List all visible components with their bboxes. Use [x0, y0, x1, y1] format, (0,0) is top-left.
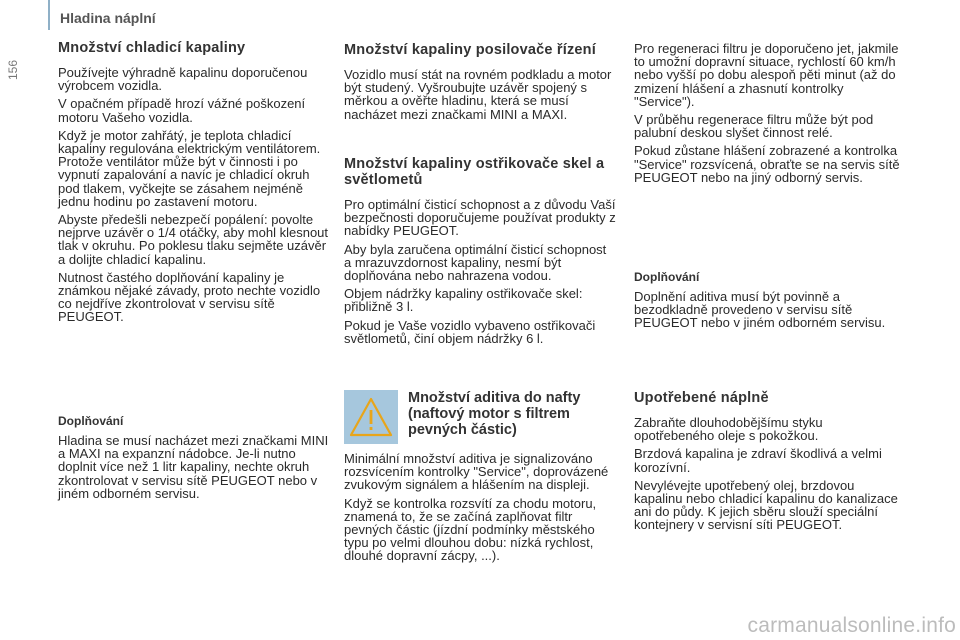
coolant-paragraph: Abyste předešli nebezpečí popálení: povolte nejprve uzávěr o 1/4 otáčky, aby mohl klesnout tlak v okruhu. Po poklesu tlaku sejměte uzávěr a dolijte chladicí kapalinu. — [58, 212, 329, 267]
used-fluids-paragraph: Zabraňte dlouhodobějšímu styku opotřebeného oleje s pokožkou. — [634, 415, 823, 444]
steering-heading: Množství kapaliny posilovače řízení — [344, 42, 596, 58]
used-fluids-paragraph: Nevylévejte upotřebený olej, brzdovou kapalinu nebo chladicí kapalinu do kanalizace ani do půdy. K jejich sběru slouží speciální kontejnery v servisní síti PEUGEOT. — [634, 477, 898, 533]
warning-triangle-icon — [344, 390, 398, 444]
washer-heading: Množství kapaliny ostřikovače skel a světlometů — [344, 156, 605, 188]
additive-refill-section — [634, 270, 906, 335]
header-accent-bar — [48, 0, 50, 30]
page-number-wrap — [6, 60, 22, 100]
washer-paragraph: Pro optimální čisticí schopnost a z důvodu Vaší bezpečnosti doporučujeme používat produkty z nabídky PEUGEOT. — [344, 197, 616, 239]
steering-section — [344, 42, 616, 126]
section-title: Hladina náplní — [60, 10, 156, 26]
used-fluids-heading: Upotřebené náplně — [634, 390, 769, 406]
regeneration-section — [634, 42, 906, 189]
page-number: 156 — [6, 60, 20, 81]
washer-paragraph: Pokud je Vaše vozidlo vybaveno ostřikovači světlometů, činí objem nádržky 6 l. — [344, 317, 596, 346]
additive-paragraph: Minimální množství aditiva je signalizováno rozsvícením kontrolky "Service", doprovázené zvukovým signálem a hlášením na displeji. — [344, 451, 609, 493]
regeneration-paragraph: V průběhu regenerace filtru může být pod palubní deskou slyšet činnost relé. — [634, 112, 874, 141]
washer-paragraph: Aby byla zaručena optimální čisticí schopnost a mrazuvzdornost kapaliny, nesmí být doplňována nebo nahrazena vodou. — [344, 241, 607, 284]
regeneration-paragraph: Pro regeneraci filtru je doporučeno jet, jakmile to umožní dopravní situace, rychlostí 60 km/h nebo vyšší po dobu alespoň pěti minut (až do zmizení hlášení a zhasnutí kontrolky "Service"). — [634, 41, 899, 109]
coolant-refill-section — [58, 414, 330, 505]
coolant-heading: Množství chladicí kapaliny — [58, 40, 246, 56]
coolant-section — [58, 40, 330, 329]
coolant-paragraph: Nutnost častého doplňování kapaliny je známkou nějaké závady, proto nechte vozidlo co nejdříve zkontrolovat v servisu sítě PEUGEOT. — [58, 269, 321, 325]
washer-paragraph: Objem nádržky kapaliny ostřikovače skel: přibližně 3 l. — [344, 286, 583, 315]
warning-icon-box — [344, 390, 398, 444]
coolant-refill-heading: Doplňování — [58, 414, 124, 428]
watermark: carmanualsonline.info — [747, 614, 956, 637]
additive-refill-heading: Doplňování — [634, 270, 700, 284]
washer-section — [344, 156, 616, 350]
additive-heading: Množství aditiva do nafty (naftový motor s filtrem pevných částic) — [408, 390, 581, 438]
steering-paragraph: Vozidlo musí stát na rovném podkladu a motor být studený. Vyšroubujte uzávěr spojený s měrkou a ověřte hladinu, která se musí nacházet mezi značkami MINI a MAXI. — [344, 67, 612, 122]
coolant-paragraph: Používejte výhradně kapalinu doporučenou výrobcem vozidla. — [58, 65, 308, 94]
used-fluids-section — [634, 390, 906, 537]
coolant-paragraph: Když je motor zahřátý, je teplota chladicí kapaliny regulována elektrickým ventilátorem. Protože ventilátor může být v činnosti i po vypnutí zapalování a navíc je chladicí okruh pod tlakem, vyčkejte se zásahem nejméně jednu hodinu po zastavení motoru. — [58, 127, 321, 209]
additive-paragraph: Když se kontrolka rozsvítí za chodu motoru, znamená to, že se začíná zaplňovat filtr pevných částic (jízdní podmínky městského typu po velmi dlouhou dobu: nízká rychlost, dlouhé dopravní zácpy, ...). — [344, 495, 597, 564]
coolant-refill-text: Hladina se musí nacházet mezi značkami MINI a MAXI na expanzní nádobce. Je-li nutno doplnit více než 1 litr kapaliny, nechte okruh zkontrolovat v servisu sítě PEUGEOT nebo v jiném odborném servisu. — [58, 433, 329, 501]
additive-body — [344, 452, 616, 568]
coolant-paragraph: V opačném případě hrozí vážné poškození motoru Vašeho vozidla. — [58, 96, 306, 125]
used-fluids-paragraph: Brzdová kapalina je zdraví škodlivá a velmi korozívní. — [634, 446, 882, 475]
additive-refill-text: Doplnění aditiva musí být povinně a bezodkladně provedeno v servisu sítě PEUGEOT nebo v jiném odborném servisu. — [634, 289, 886, 331]
regeneration-paragraph: Pokud zůstane hlášení zobrazené a kontrolka "Service" rozsvícená, obraťte se na servis sítě PEUGEOT nebo na jiný odborný servis. — [634, 143, 900, 185]
